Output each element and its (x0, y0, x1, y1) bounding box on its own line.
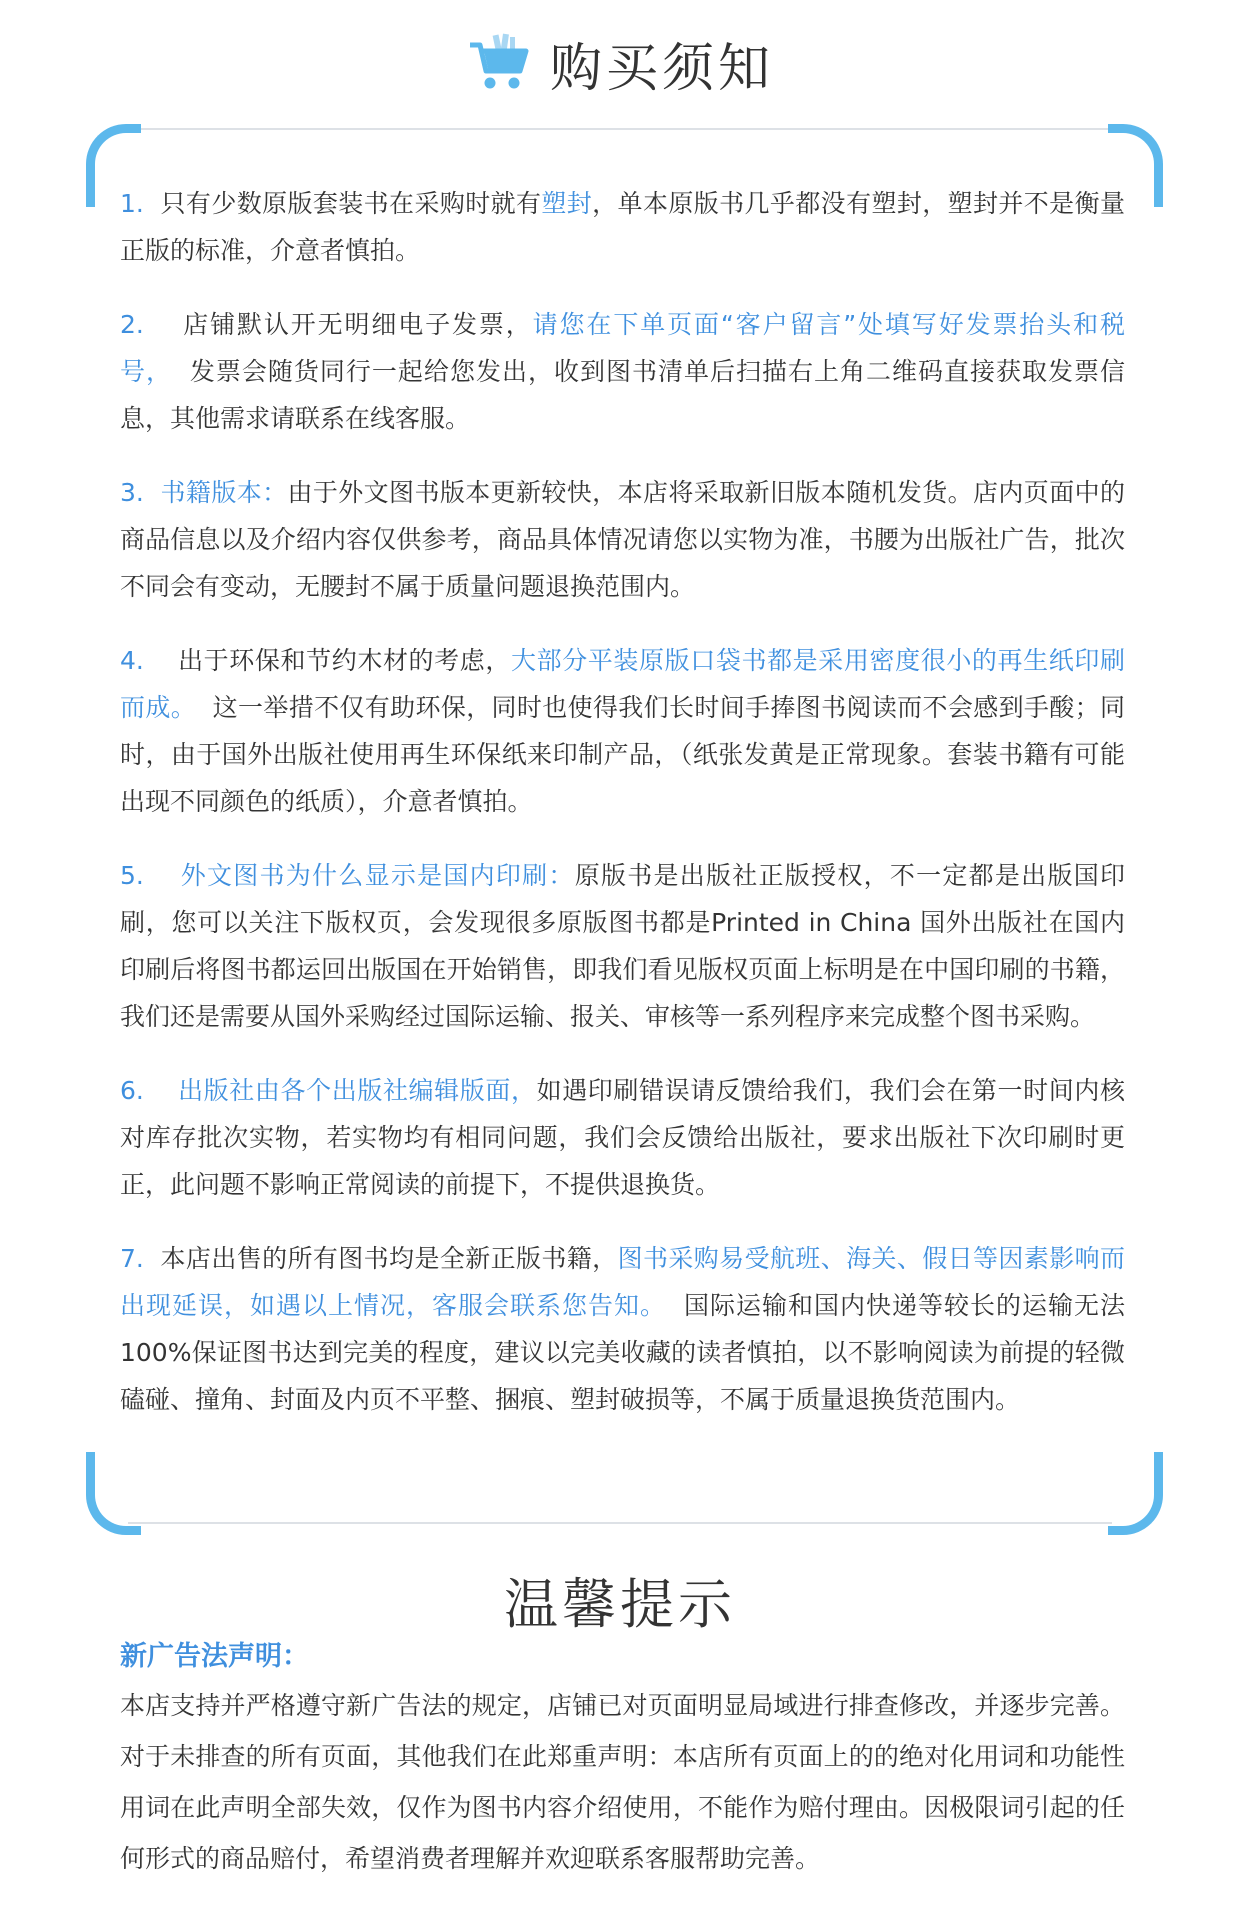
notice-number: 1. (120, 189, 144, 218)
page-title: 购买须知 (549, 38, 774, 99)
frame-corner-bottom-left (86, 1452, 141, 1535)
frame-bottom-line (128, 1522, 1112, 1524)
notice-text: 如遇印刷错误请反馈给我们，我们会在第一时间内核对库存批次实物，若实物均有相同问题，我们会反馈给出版社，要求出版社下次印刷时更正，此问题不影响正常阅读的前提下，不提供退换货。 (120, 1076, 1125, 1199)
notice-item (120, 852, 1125, 1040)
notice-highlight: 塑封 (541, 189, 593, 218)
notice-text: 由于外文图书版本更新较快，本店将采取新旧版本随机发货。店内页面中的商品信息以及介绍内容仅供参考，商品具体情况请您以实物为准，书腰为出版社广告，批次不同会有变动，无腰封不属于质量问题退换范围内。 (120, 478, 1125, 601)
notice-text: 本店出售的所有图书均是全新正版书籍， (160, 1244, 618, 1273)
page-header (0, 18, 1240, 108)
notice-number: 7. (120, 1244, 144, 1273)
notice-number: 4. (120, 646, 144, 675)
notice-number: 6. (120, 1076, 144, 1105)
notice-list (120, 180, 1125, 1450)
notice-highlight: 请您在下单页面“客户留言”处填写好发票抬头和税号， (120, 310, 1125, 386)
notice-number: 5. (120, 861, 144, 890)
notice-item (120, 637, 1125, 825)
tips-title: 温馨提示 (504, 1573, 736, 1636)
notice-item (120, 1235, 1125, 1423)
shopping-cart-icon (466, 31, 530, 95)
notice-item (120, 1067, 1125, 1208)
notice-number: 3. (120, 478, 144, 507)
notice-item (120, 469, 1125, 610)
notice-text: 发票会随货同行一起给您发出，收到图书清单后扫描右上角二维码直接获取发票信息，其他需求请联系在线客服。 (120, 357, 1125, 433)
notice-item (120, 180, 1125, 274)
frame-top-line (128, 128, 1112, 130)
notice-number: 2. (120, 310, 144, 339)
notice-text: 原版书是出版社正版授权，不一定都是出版国印刷，您可以关注下版权页，会发现很多原版图书都是Printed in China 国外出版社在国内印刷后将图书都运回出版国在开始销售，即我们看见版权页面上标明是在中国印刷的书籍，我们还是需要从国外采购经过国际运输、报关、审核等一系列程序来完成整个图书采购。 (120, 861, 1125, 1031)
notice-text: 只有少数原版套装书在采购时就有 (160, 189, 542, 218)
notice-text: 国际运输和国内快递等较长的运输无法100%保证图书达到完美的程度，建议以完美收藏的读者慎拍，以不影响阅读为前提的轻微磕碰、撞角、封面及内页不平整、捆痕、塑封破损等，不属于质量退换货范围内。 (120, 1291, 1125, 1414)
tips-body: 本店支持并严格遵守新广告法的规定，店铺已对页面明显局域进行排查修改，并逐步完善。对于未排查的所有页面，其他我们在此郑重声明：本店所有页面上的的绝对化用词和功能性用词在此声明全部失效，仅作为图书内容介绍使用，不能作为赔付理由。因极限词引起的任何形式的商品赔付，希望消费者理解并欢迎联系客服帮助完善。 (120, 1691, 1125, 1873)
notice-highlight: 外文图书为什么显示是国内印刷： (180, 861, 575, 890)
tips-subtitle: 新广告法声明： (120, 1641, 309, 1672)
frame-corner-bottom-right (1108, 1452, 1163, 1535)
notice-text: 出于环保和节约木材的考虑， (178, 646, 511, 675)
notice-text: ，单本原版书几乎都没有塑封，塑封并不是衡量正版的标准，介意者慎拍。 (120, 189, 1125, 265)
notice-highlight: 书籍版本： (160, 478, 288, 507)
notice-highlight: 大部分平装原版口袋书都是采用密度很小的再生纸印刷而成。 (120, 646, 1125, 722)
notice-text: 店铺默认开无明细电子发票， (183, 310, 533, 339)
notice-text: 这一举措不仅有助环保，同时也使得我们长时间手捧图书阅读而不会感到手酸；同时，由于国外出版社使用再生环保纸来印制产品，（纸张发黄是正常现象。套装书籍有可能出现不同颜色的纸质），介意者慎拍。 (120, 693, 1125, 816)
notice-item (120, 301, 1125, 442)
notice-highlight: 出版社由各个出版社编辑版面， (178, 1076, 537, 1105)
notice-highlight: 图书采购易受航班、海关、假日等因素影响而出现延误，如遇以上情况，客服会联系您告知。 (120, 1244, 1125, 1320)
